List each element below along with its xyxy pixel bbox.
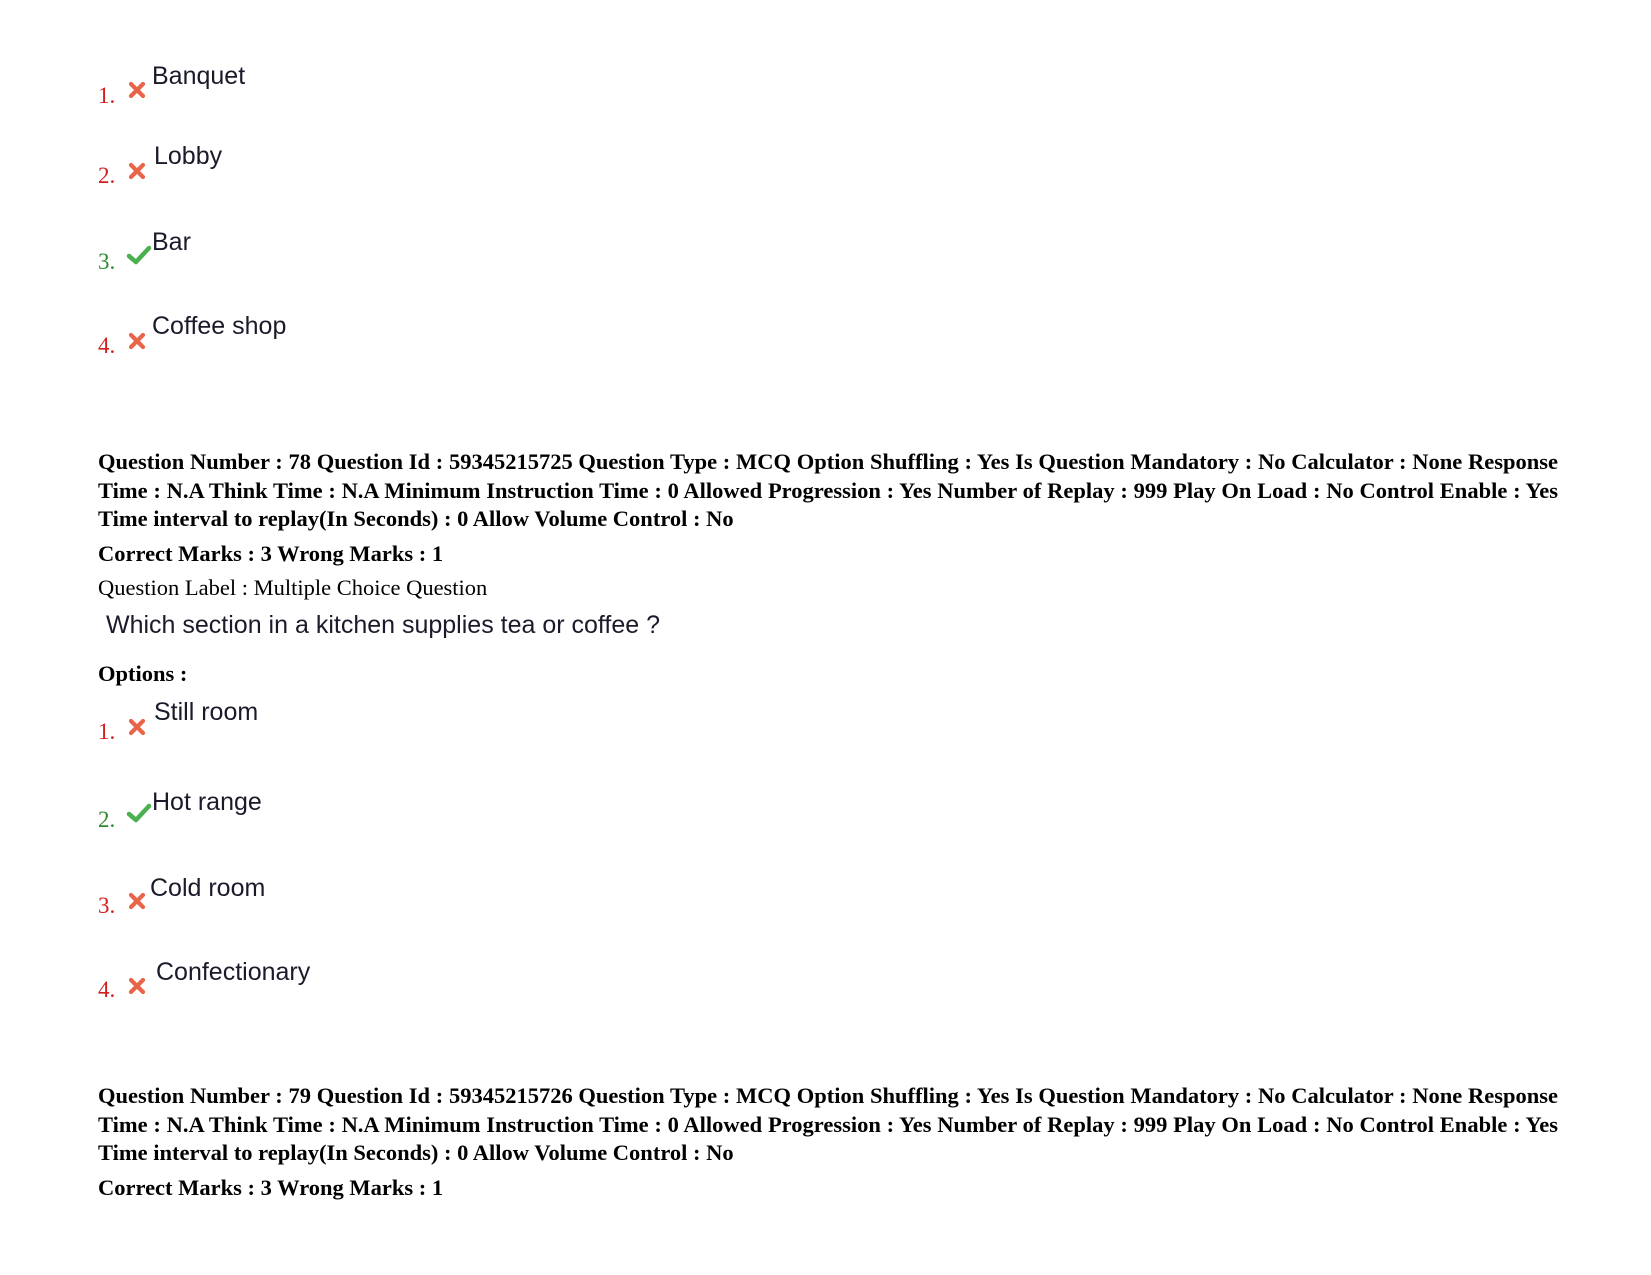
- option-number: 2.: [98, 163, 116, 188]
- option-text: Banquet: [152, 62, 246, 90]
- cross-icon: [126, 330, 148, 352]
- question-78-meta: Question Number : 78 Question Id : 59345215725 Question Type : MCQ Option Shuffling : Yes Is Question Mandatory : No Calculator : None Response Time : N.A Think Time : N.A Minimum Instruction Time : 0 Allowed Progression : Yes Number of Replay : 999 Play On Load : No Control Enable : Yes Time interval to replay(In Seconds) : 0 Allow Volume Control : No: [98, 449, 1558, 531]
- question-78-marks: Correct Marks : 3 Wrong Marks : 1: [98, 541, 444, 566]
- option-number: 4.: [98, 977, 116, 1002]
- q78-option-2: [98, 790, 798, 830]
- option-number: 3.: [98, 893, 116, 918]
- q78-option-4: [98, 958, 798, 1002]
- prev-option-1: [98, 62, 798, 108]
- option-number: 1.: [98, 719, 116, 744]
- cross-icon: [126, 716, 148, 738]
- question-78-label: Question Label : Multiple Choice Question: [98, 575, 488, 600]
- option-number: 4.: [98, 333, 116, 358]
- q78-option-1: [98, 698, 798, 744]
- cross-icon: [126, 79, 148, 101]
- option-text: Lobby: [154, 142, 223, 170]
- option-number: 1.: [98, 83, 116, 108]
- question-79-meta: Question Number : 79 Question Id : 59345215726 Question Type : MCQ Option Shuffling : Yes Is Question Mandatory : No Calculator : None Response Time : N.A Think Time : N.A Minimum Instruction Time : 0 Allowed Progression : Yes Number of Replay : 999 Play On Load : No Control Enable : Yes Time interval to replay(In Seconds) : 0 Allow Volume Control : No: [98, 1083, 1558, 1165]
- option-text: Bar: [152, 228, 191, 256]
- prev-option-3: [98, 228, 798, 274]
- question-78-text: Which section in a kitchen supplies tea or coffee ?: [106, 611, 661, 639]
- cross-icon: [126, 975, 148, 997]
- option-number: 3.: [98, 249, 116, 274]
- prev-option-2: [98, 142, 798, 188]
- option-text: Cold room: [150, 874, 266, 902]
- option-text: Coffee shop: [152, 312, 287, 340]
- option-text: Still room: [154, 698, 259, 726]
- question-78-options-heading: Options :: [98, 661, 188, 686]
- check-icon: [126, 244, 152, 266]
- option-number: 2.: [98, 807, 116, 832]
- option-text: Confectionary: [156, 958, 311, 986]
- cross-icon: [126, 160, 148, 182]
- option-text: Hot range: [152, 788, 262, 816]
- q78-option-3: [98, 874, 798, 918]
- check-icon: [126, 802, 152, 824]
- question-79-marks: Correct Marks : 3 Wrong Marks : 1: [98, 1175, 444, 1200]
- prev-option-4: [98, 312, 798, 358]
- cross-icon: [126, 890, 148, 912]
